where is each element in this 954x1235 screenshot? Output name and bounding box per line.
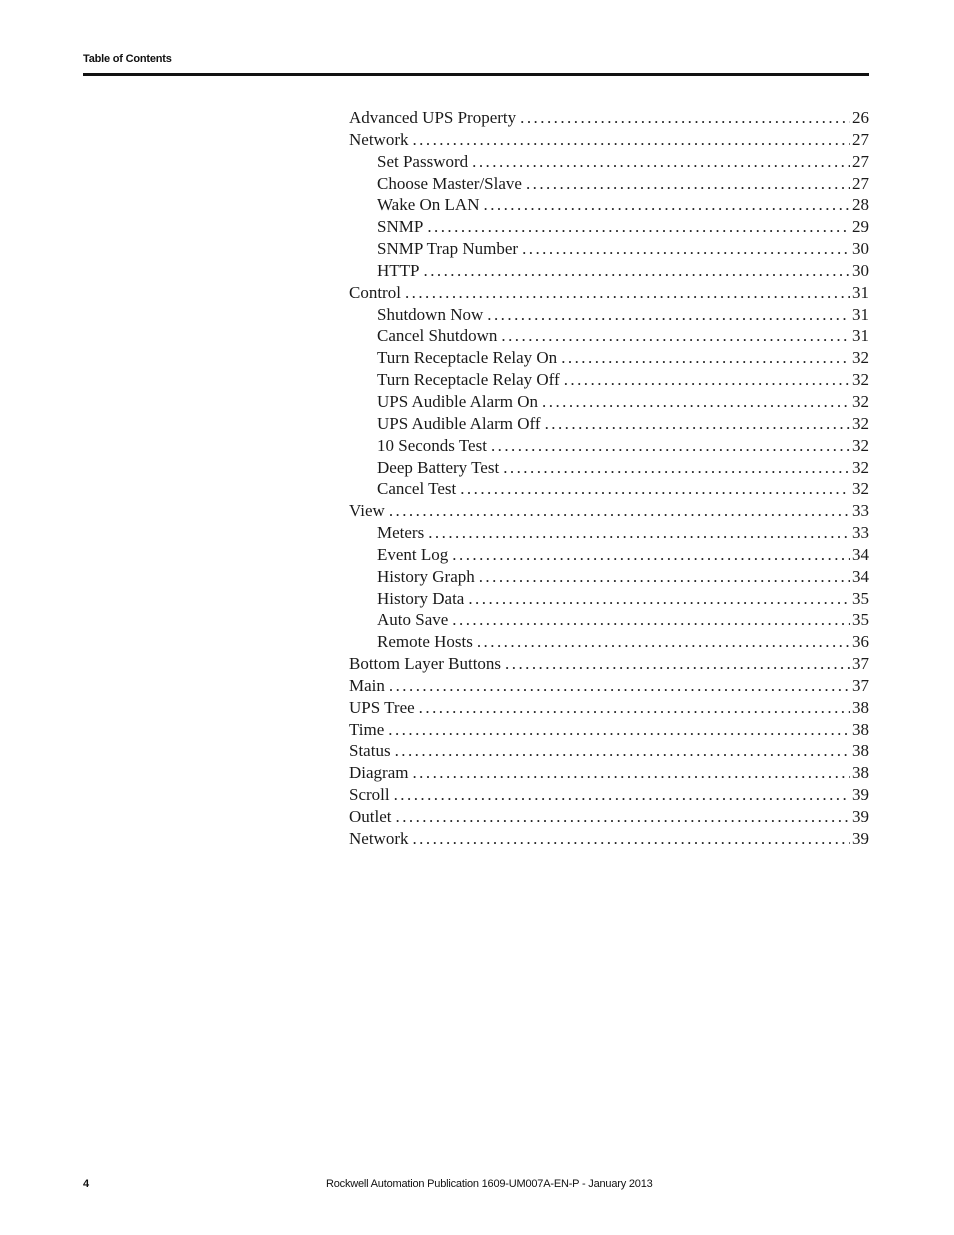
toc-dot-leader <box>522 238 850 260</box>
toc-dot-leader <box>487 304 850 326</box>
toc-dot-leader <box>491 435 850 457</box>
toc-dot-leader <box>394 784 850 806</box>
toc-entry[interactable] <box>349 806 869 828</box>
toc-entry-page: 32 <box>852 457 869 477</box>
toc-dot-leader <box>412 828 850 850</box>
toc-entry[interactable] <box>349 740 869 762</box>
toc-dot-leader <box>460 478 850 500</box>
toc-entry-title: Scroll <box>349 785 390 805</box>
toc-entry-title: Cancel Test <box>377 479 457 499</box>
toc-entry-title: Control <box>349 282 401 302</box>
toc-dot-leader <box>477 631 850 653</box>
toc-entry-title: Shutdown Now <box>377 304 484 324</box>
toc-entry-title: History Data <box>377 588 465 608</box>
toc-entry[interactable] <box>349 282 869 304</box>
toc-dot-leader <box>479 566 850 588</box>
footer-page-number: 4 <box>83 1178 90 1190</box>
toc-entry[interactable] <box>349 369 869 391</box>
toc-entry-page: 30 <box>852 239 869 259</box>
toc-dot-leader <box>472 151 850 173</box>
toc-dot-leader <box>412 129 850 151</box>
toc-entry[interactable] <box>349 762 869 784</box>
toc-entry-title: UPS Audible Alarm Off <box>377 413 541 433</box>
toc-entry-page: 26 <box>852 108 869 127</box>
toc-entry-page: 31 <box>852 304 869 324</box>
toc-entry-page: 27 <box>852 151 869 171</box>
toc-entry[interactable] <box>349 631 869 653</box>
toc-dot-leader <box>526 173 850 195</box>
toc-entry-title: Choose Master/Slave <box>377 173 522 193</box>
toc-entry-page: 32 <box>852 479 869 499</box>
toc-entry-title: Bottom Layer Buttons <box>349 654 502 674</box>
toc-entry[interactable] <box>349 151 869 173</box>
toc-entry-page: 29 <box>852 217 869 237</box>
toc-dot-leader <box>389 675 850 697</box>
toc-entry-title: Time <box>349 719 385 739</box>
toc-entry-title: Auto Save <box>377 610 449 630</box>
toc-entry[interactable] <box>349 675 869 697</box>
toc-entry-page: 32 <box>852 370 869 390</box>
toc-entry[interactable] <box>349 478 869 500</box>
toc-entry[interactable] <box>349 238 869 260</box>
toc-entry-page: 30 <box>852 260 869 280</box>
toc-entry-title: Network <box>349 129 409 149</box>
toc-dot-leader <box>503 457 850 479</box>
toc-dot-leader <box>396 806 851 828</box>
toc-entry-page: 39 <box>852 807 869 826</box>
toc-dot-leader <box>419 697 850 719</box>
toc-entry-title: Turn Receptacle Relay Off <box>377 370 560 390</box>
toc-entry-title: SNMP Trap Number <box>377 239 519 259</box>
toc-entry-title: Network <box>349 828 409 848</box>
toc-entry[interactable] <box>349 828 869 850</box>
toc-entry-title: SNMP <box>377 217 424 237</box>
toc-entry[interactable] <box>349 784 869 806</box>
toc-dot-leader <box>452 609 850 631</box>
toc-entry[interactable] <box>349 413 869 435</box>
toc-entry-title: Turn Receptacle Relay On <box>377 348 558 368</box>
toc-entry[interactable] <box>349 260 869 282</box>
toc-entry[interactable] <box>349 325 869 347</box>
toc-entry-page: 31 <box>852 326 869 346</box>
toc-entry[interactable] <box>349 653 869 675</box>
toc-entry-title: View <box>349 501 385 521</box>
toc-entry[interactable] <box>349 304 869 326</box>
section-header-label: Table of Contents <box>83 53 172 65</box>
toc-entry-title: UPS Tree <box>349 697 415 717</box>
toc-entry-page: 34 <box>852 566 869 586</box>
toc-dot-leader <box>395 740 850 762</box>
toc-dot-leader <box>561 347 850 369</box>
toc-entry-page: 33 <box>852 501 869 521</box>
toc-entry-title: Diagram <box>349 763 409 783</box>
toc-dot-leader <box>428 522 850 544</box>
toc-dot-leader <box>520 107 850 129</box>
footer-publication: Rockwell Automation Publication 1609-UM007A-EN-P - January 2013 <box>326 1178 653 1190</box>
toc-entry[interactable] <box>349 216 869 238</box>
toc-dot-leader <box>468 588 850 610</box>
toc-entry-page: 37 <box>852 654 869 674</box>
toc-entry[interactable] <box>349 566 869 588</box>
toc-entry-page: 32 <box>852 413 869 433</box>
toc-entry-title: History Graph <box>377 566 475 586</box>
toc-entry-title: Outlet <box>349 807 392 826</box>
toc-dot-leader <box>542 391 850 413</box>
toc-dot-leader <box>505 653 850 675</box>
toc-entry-title: Cancel Shutdown <box>377 326 498 346</box>
toc-entry-title: Event Log <box>377 544 449 564</box>
toc-entry-title: 10 Seconds Test <box>377 435 487 455</box>
toc-entry[interactable] <box>349 544 869 566</box>
toc-entry-page: 34 <box>852 544 869 564</box>
toc-entry-page: 37 <box>852 675 869 695</box>
toc-entry-page: 38 <box>852 719 869 739</box>
toc-dot-leader <box>564 369 850 391</box>
toc-entry-page: 35 <box>852 610 869 630</box>
toc-entry[interactable] <box>349 500 869 522</box>
toc-entry-title: Status <box>349 741 391 761</box>
toc-entry-page: 38 <box>852 763 869 783</box>
toc-entry[interactable] <box>349 435 869 457</box>
toc-entry[interactable] <box>349 719 869 741</box>
toc-entry-title: Remote Hosts <box>377 632 473 652</box>
toc-entry[interactable] <box>349 522 869 544</box>
toc-dot-leader <box>427 216 850 238</box>
toc-entry-title: HTTP <box>377 260 420 280</box>
toc-entry-title: UPS Audible Alarm On <box>377 391 539 411</box>
toc-dot-leader <box>412 762 850 784</box>
toc-entry-page: 39 <box>852 785 869 805</box>
toc-entry[interactable] <box>349 194 869 216</box>
toc-entry[interactable] <box>349 129 869 151</box>
toc-entry-page: 27 <box>852 129 869 149</box>
toc-entry-page: 33 <box>852 523 869 543</box>
toc-entry-page: 28 <box>852 195 869 215</box>
toc-entry-title: Wake On LAN <box>377 195 480 215</box>
header-rule <box>83 73 869 76</box>
toc-entry-title: Main <box>349 675 385 695</box>
toc-dot-leader <box>424 260 851 282</box>
toc-entry[interactable] <box>349 347 869 369</box>
toc-dot-leader <box>452 544 850 566</box>
toc-entry[interactable] <box>349 173 869 195</box>
toc-dot-leader <box>501 325 850 347</box>
toc-entry-page: 38 <box>852 697 869 717</box>
toc-entry-page: 27 <box>852 173 869 193</box>
toc-entry-page: 38 <box>852 741 869 761</box>
toc-dot-leader <box>545 413 850 435</box>
toc-entry-page: 31 <box>852 282 869 302</box>
toc-entry-page: 36 <box>852 632 869 652</box>
toc-entry-page: 35 <box>852 588 869 608</box>
toc-entry-page: 32 <box>852 348 869 368</box>
toc-entry[interactable] <box>349 697 869 719</box>
toc-entry-title: Set Password <box>377 151 469 171</box>
toc-dot-leader <box>389 500 850 522</box>
toc-entry[interactable] <box>349 609 869 631</box>
toc-entry[interactable] <box>349 391 869 413</box>
toc-entry-title: Advanced UPS Property <box>349 108 517 127</box>
toc-entry[interactable] <box>349 588 869 610</box>
toc-entry-page: 32 <box>852 435 869 455</box>
toc-entry[interactable] <box>349 457 869 479</box>
toc-entry-page: 32 <box>852 391 869 411</box>
toc-entry-title: Deep Battery Test <box>377 457 500 477</box>
toc-dot-leader <box>388 719 850 741</box>
toc-entry[interactable] <box>349 107 869 129</box>
toc-entry-page: 39 <box>852 828 869 848</box>
toc-dot-leader <box>484 194 851 216</box>
table-of-contents <box>349 107 869 850</box>
toc-dot-leader <box>405 282 850 304</box>
toc-entry-title: Meters <box>377 523 425 543</box>
